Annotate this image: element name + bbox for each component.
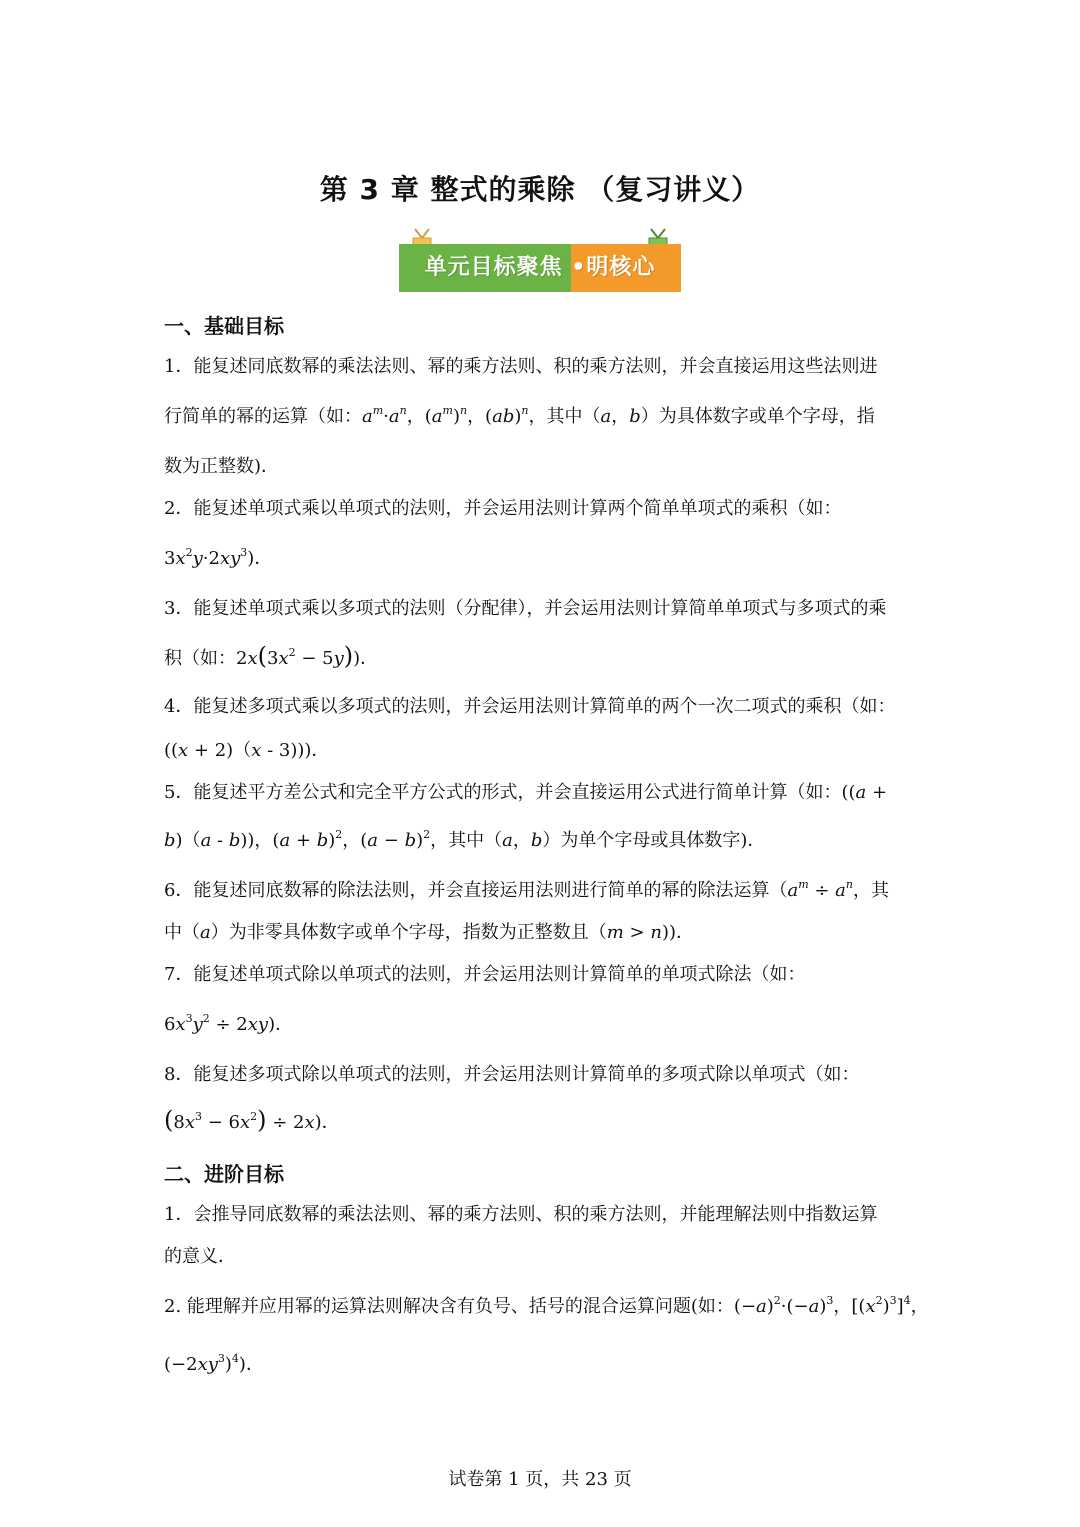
text-line: 5．能复述平方差公式和完全平方公式的形式，并会直接运用公式进行简单计算（如：((a + [164, 782, 888, 803]
text-line: 1．会推导同底数幂的乘法法则、幂的乘方法则、积的乘方法则，并能理解法则中指数运算 [164, 1204, 878, 1225]
formula-line: $6x^3y^2 \div 2xy$)． [164, 1012, 294, 1035]
page-footer: 试卷第 1 页，共 23 页 [448, 1469, 632, 1490]
page-title: 第 3 章 整式的乘除 （复习讲义） [319, 173, 761, 206]
formula-line: $(-2xy^3)^4$)． [164, 1352, 264, 1375]
text-line: 的意义． [164, 1246, 236, 1267]
text-line: 2. 能理解并应用幂的运算法则解决含有负号、括号的混合运算问题(如：$(-a)^2\cdot(-a)^3$，$[(x^2)^3]^4$， [164, 1294, 929, 1317]
text-line: b)（a - b))，$(a + b)^2$，$(a - b)^2$，其中（a，b）为单个字母或具体数字)． [164, 828, 766, 851]
formula-line: $(8x^3 - 6x^2) \div 2x$)． [164, 1106, 340, 1134]
text-line: 积（如：$2x(3x^2 - 5y)$)． [164, 642, 379, 670]
text-line: 中（a）为非零具体数字或单个字母，指数为正整数且（m > n))． [164, 922, 694, 943]
section-heading: 二、进阶目标 [164, 1162, 284, 1186]
text-line: 6．能复述同底数幂的除法法则，并会直接运用法则进行简单的幂的除法运算（$a^m \div a^n$，其 [164, 878, 889, 901]
section-banner [399, 226, 681, 292]
text-line: 行简单的幂的运算（如：$a^m\cdot a^n$，$(a^m)^n$，(ab)$^n$，其中（a，b）为具体数字或单个字母，指 [164, 404, 875, 427]
formula-line: $3x^2y\cdot 2xy^3$)． [164, 546, 273, 569]
text-line: 2．能复述单项式乘以单项式的法则，并会运用法则计算两个简单单项式的乘积（如： [164, 498, 842, 519]
text-line: 1．能复述同底数幂的乘法法则、幂的乘方法则、积的乘方法则，并会直接运用这些法则进 [164, 356, 878, 377]
section-heading: 一、基础目标 [164, 314, 284, 338]
text-line: 3．能复述单项式乘以多项式的法则（分配律），并会运用法则计算简单单项式与多项式的乘 [164, 598, 887, 619]
banner-label: 单元目标聚焦 •明核心 [424, 255, 656, 280]
formula-line: ((x + 2)（x - 3)))． [164, 740, 330, 761]
text-line: 4．能复述多项式乘以多项式的法则，并会运用法则计算简单的两个一次二项式的乘积（如： [164, 696, 896, 717]
text-line: 数为正整数)． [164, 456, 280, 477]
text-line: 7．能复述单项式除以单项式的法则，并会运用法则计算简单的单项式除法（如： [164, 964, 806, 985]
text-line: 8．能复述多项式除以单项式的法则，并会运用法则计算简单的多项式除以单项式（如： [164, 1064, 860, 1085]
